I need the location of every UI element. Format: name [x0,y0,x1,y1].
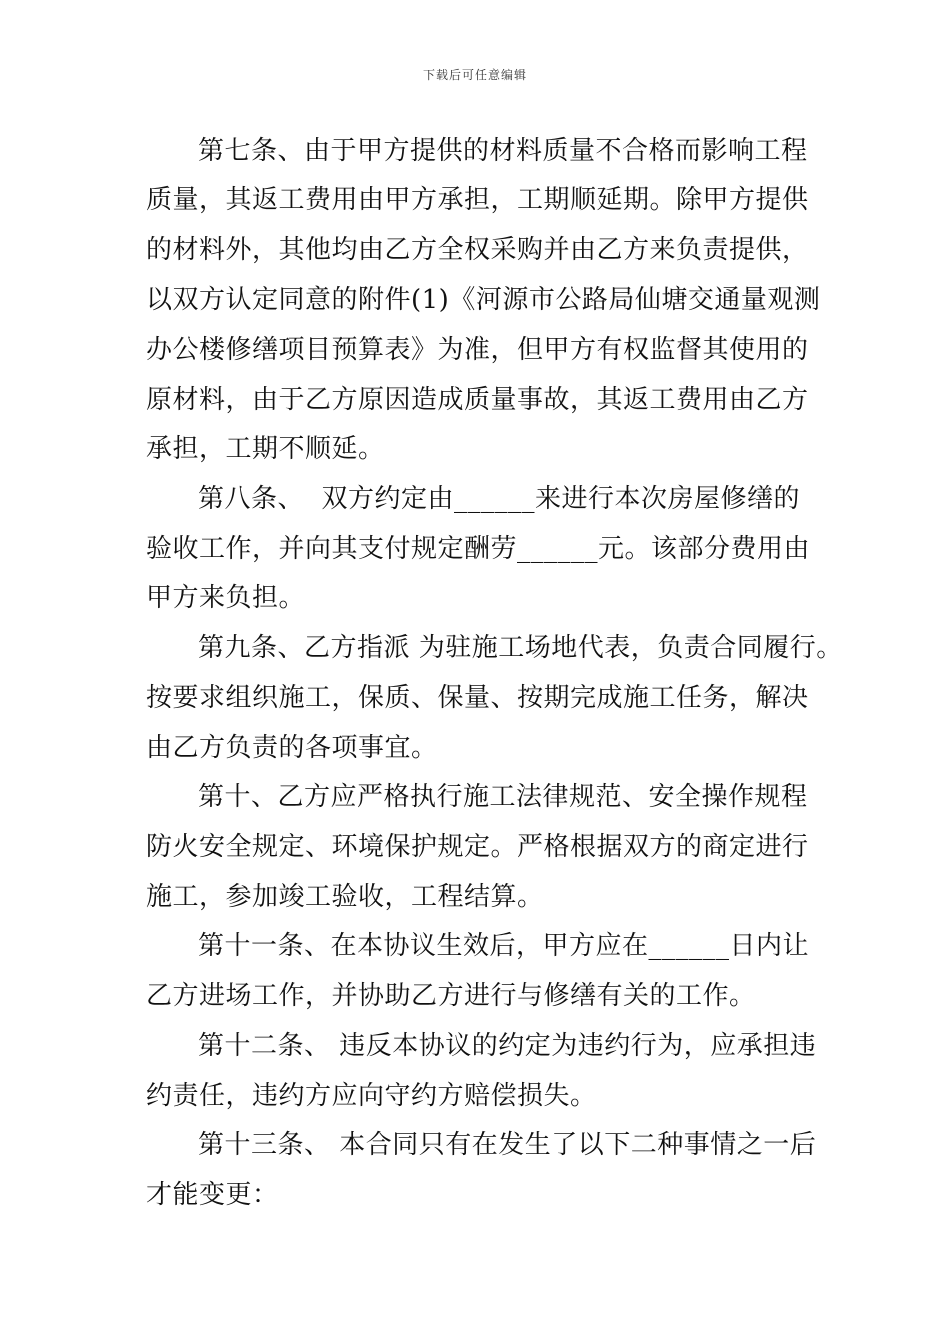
article-7-line-2: 质量，其返工费用由甲方承担，工期顺延期。除甲方提供 [146,185,809,215]
article-12-line-2: 约责任，违约方应向守约方赔偿损失。 [146,1081,597,1111]
article-10-line-2: 防火安全规定、环境保护规定。严格根据双方的商定进行 [146,832,809,862]
article-13-line-2: 才能变更： [146,1180,279,1210]
article-7-line-1: 第七条、由于甲方提供的材料质量不合格而影响工程 [198,136,808,166]
article-9-line-1: 第九条、乙方指派 为驻施工场地代表，负责合同履行。 [198,633,843,663]
article-10-line-1: 第十、乙方应严格执行施工法律规范、安全操作规程 [198,782,808,812]
article-7-line-7: 承担，工期不顺延。 [146,434,385,464]
article-13-line-1: 第十三条、 本合同只有在发生了以下二种事情之一后 [198,1130,817,1160]
article-9-line-2: 按要求组织施工，保质、保量、按期完成施工任务，解决 [146,683,809,713]
article-7-line-6: 原材料，由于乙方原因造成质量事故，其返工费用由乙方 [146,385,809,415]
article-7-line-4: 以双方认定同意的附件(1)《河源市公路局仙塘交通量观测 [146,285,821,315]
article-7-line-5: 办公楼修缮项目预算表》为准，但甲方有权监督其使用的 [146,335,809,365]
article-8-line-1: 第八条、 双方约定由______来进行本次房屋修缮的 [198,484,801,514]
article-9-line-3: 由乙方负责的各项事宜。 [146,733,438,763]
article-10-line-3: 施工，参加竣工验收，工程结算。 [146,882,544,912]
article-8-line-3: 甲方来负担。 [146,583,306,613]
article-11-line-2: 乙方进场工作，并协助乙方进行与修缮有关的工作。 [146,981,756,1011]
article-11-line-1: 第十一条、在本协议生效后，甲方应在______日内让 [198,931,810,961]
page-header: 下载后可任意编辑 [422,68,527,82]
article-12-line-1: 第十二条、 违反本协议的约定为违约行为，应承担违 [198,1031,817,1061]
article-8-line-2: 验收工作，并向其支付规定酬劳______元。该部分费用由 [146,534,811,564]
article-7-line-3: 的材料外，其他均由乙方全权采购并由乙方来负责提供， [146,235,809,265]
